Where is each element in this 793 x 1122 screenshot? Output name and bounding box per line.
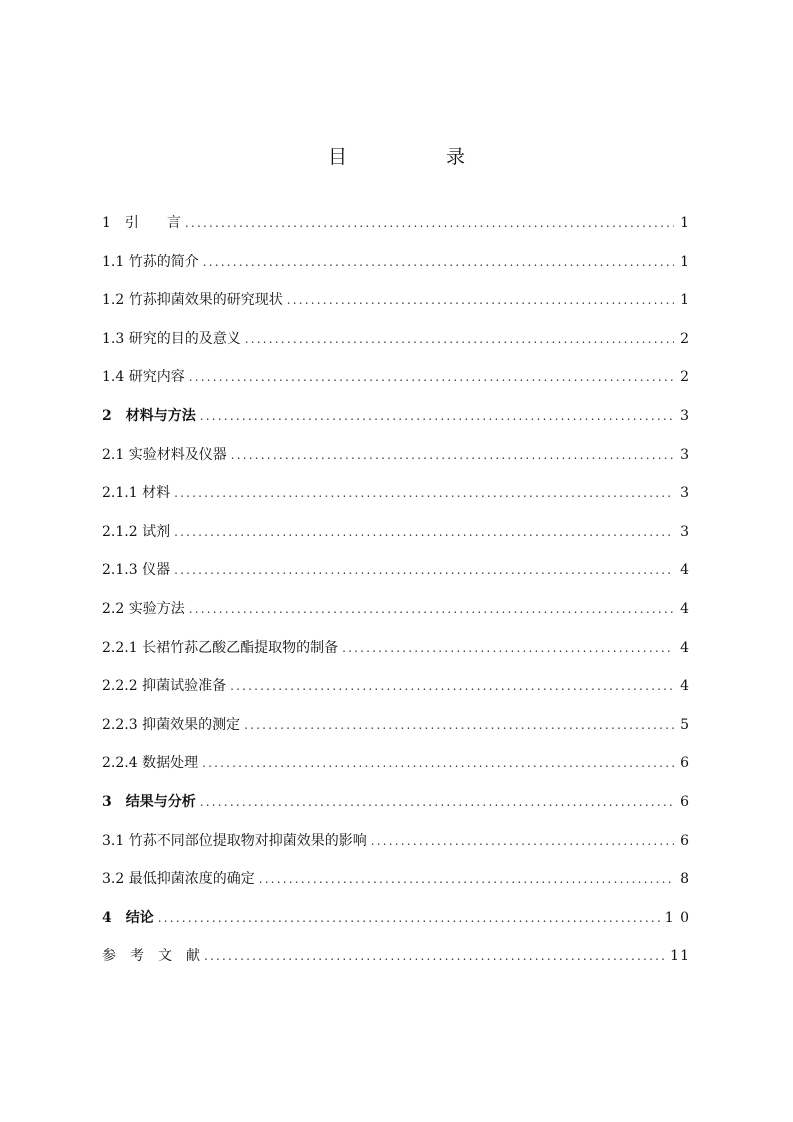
toc-entry[interactable]	[102, 444, 690, 483]
toc-entry[interactable]	[102, 251, 690, 290]
toc-entry[interactable]	[102, 559, 690, 598]
toc-entry-label: 2.1.2 试剂	[102, 523, 171, 540]
toc-entry-label: 1.2 竹荪抑菌效果的研究现状	[102, 292, 283, 309]
table-of-contents	[102, 212, 690, 984]
toc-entry-label: 2.2 实验方法	[102, 600, 185, 617]
toc-page-number: 4	[680, 562, 690, 579]
toc-page-number: 11	[670, 948, 690, 965]
toc-entry[interactable]	[102, 405, 690, 444]
toc-page-number: 3	[680, 485, 690, 502]
toc-entry-label: 4 结论	[102, 909, 154, 926]
toc-page-number: 4	[680, 600, 690, 617]
toc-entry-label: 3.1 竹荪不同部位提取物对抑菌效果的影响	[102, 832, 367, 849]
toc-leader-dots	[231, 448, 674, 462]
toc-entry[interactable]	[102, 598, 690, 637]
toc-entry-label: 1 引 言	[102, 215, 181, 231]
toc-page-number: 1	[680, 253, 690, 270]
toc-entry[interactable]	[102, 907, 690, 946]
toc-entry[interactable]	[102, 752, 690, 791]
toc-page-number: 3	[680, 446, 690, 463]
toc-page-number: 4	[680, 639, 690, 656]
toc-page-number: 6	[680, 755, 690, 772]
toc-entry-label: 2 材料与方法	[102, 407, 196, 424]
toc-entry-label: 1.1 竹荪的简介	[102, 253, 199, 270]
toc-page-number: 1 0	[664, 909, 690, 926]
toc-entry-label: 2.2.1 长裙竹荪乙酸乙酯提取物的制备	[102, 639, 339, 656]
toc-entry[interactable]	[102, 714, 690, 753]
toc-leader-dots	[174, 563, 674, 577]
toc-leader-dots	[342, 641, 674, 655]
toc-leader-dots	[185, 216, 674, 230]
toc-leader-dots	[287, 293, 674, 307]
toc-entry-label: 参 考 文 献	[102, 948, 200, 965]
toc-entry[interactable]	[102, 868, 690, 907]
toc-leader-dots	[244, 718, 674, 732]
toc-entry-label: 2.1.1 材料	[102, 485, 171, 502]
toc-entry-label: 1.3 研究的目的及意义	[102, 330, 241, 347]
toc-leader-dots	[202, 756, 674, 770]
toc-entry[interactable]	[102, 675, 690, 714]
toc-leader-dots	[371, 834, 674, 848]
toc-leader-dots	[200, 409, 674, 423]
toc-leader-dots	[200, 795, 674, 809]
toc-entry[interactable]	[102, 637, 690, 676]
toc-leader-dots	[189, 370, 674, 384]
toc-entry-label: 2.1.3 仪器	[102, 562, 171, 579]
toc-page-number: 1	[680, 215, 690, 231]
toc-page-number: 6	[680, 832, 690, 849]
toc-page-number: 2	[680, 330, 690, 347]
toc-page-number: 5	[680, 716, 690, 733]
toc-entry-label: 1.4 研究内容	[102, 369, 185, 386]
toc-entry-label: 2.2.2 抑菌试验准备	[102, 678, 227, 695]
toc-entry[interactable]	[102, 482, 690, 521]
toc-entry[interactable]	[102, 830, 690, 869]
toc-leader-dots	[174, 486, 674, 500]
toc-leader-dots	[245, 332, 674, 346]
toc-entry[interactable]	[102, 366, 690, 405]
toc-entry[interactable]	[102, 289, 690, 328]
toc-leader-dots	[189, 602, 674, 616]
toc-page-number: 3	[680, 523, 690, 540]
toc-title: 目 录	[327, 146, 505, 168]
toc-leader-dots	[230, 679, 674, 693]
toc-entry[interactable]	[102, 521, 690, 560]
toc-page-number: 4	[680, 678, 690, 695]
toc-entry-label: 2.2.4 数据处理	[102, 755, 199, 772]
toc-leader-dots	[174, 525, 674, 539]
toc-entry[interactable]	[102, 945, 690, 984]
toc-entry[interactable]	[102, 212, 690, 251]
toc-leader-dots	[158, 911, 661, 925]
toc-page-number: 1	[680, 292, 690, 309]
toc-page-number: 6	[680, 793, 690, 810]
toc-entry[interactable]	[102, 328, 690, 367]
toc-entry-label: 2.1 实验材料及仪器	[102, 446, 227, 463]
toc-entry-label: 3 结果与分析	[102, 793, 196, 810]
toc-leader-dots	[203, 255, 674, 269]
toc-leader-dots	[204, 949, 666, 963]
toc-entry-label: 3.2 最低抑菌浓度的确定	[102, 871, 255, 888]
toc-entry-label: 2.2.3 抑菌效果的测定	[102, 716, 241, 733]
toc-page-number: 8	[680, 871, 690, 888]
toc-entry[interactable]	[102, 791, 690, 830]
toc-page-number: 3	[680, 407, 690, 424]
toc-leader-dots	[259, 872, 674, 886]
toc-page-number: 2	[680, 369, 690, 386]
